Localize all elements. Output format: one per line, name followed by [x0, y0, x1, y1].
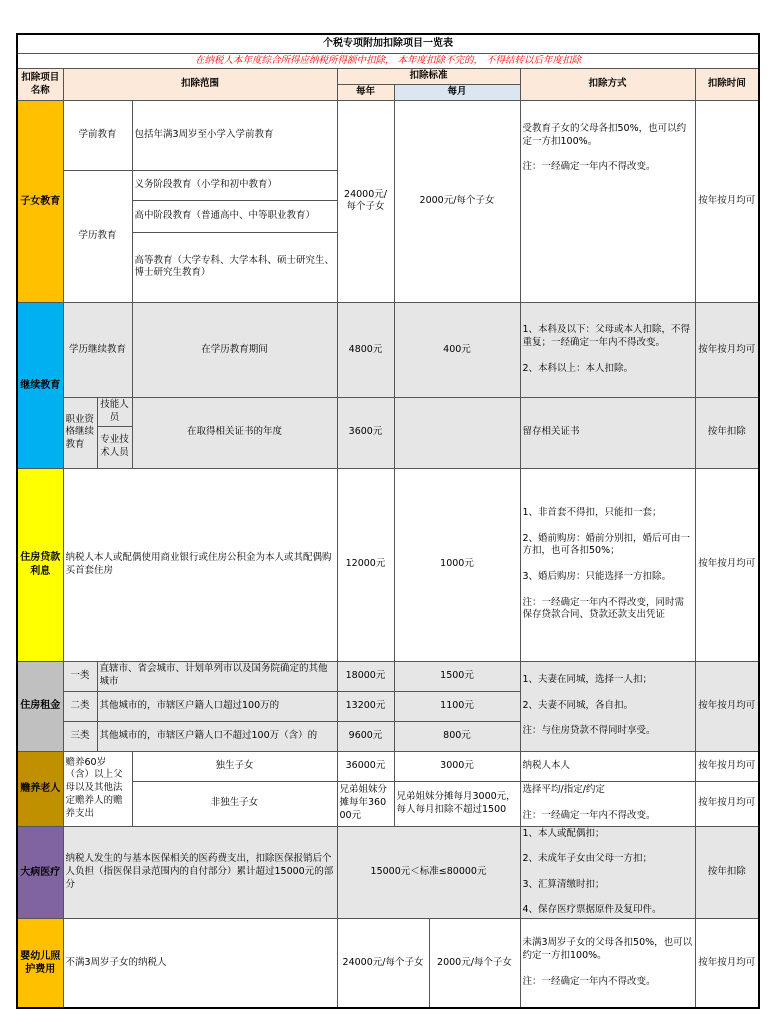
- rent-tier1-scope: 直辖市、省会城市、计划单列市以及国务院确定的其他城市: [97, 661, 337, 691]
- cont-edu-vocational-time: 按年扣除: [695, 397, 759, 468]
- rent-tier1-year: 18000元: [337, 661, 394, 691]
- header-item-name: 扣除项目名称: [17, 69, 63, 101]
- deduction-table: [16, 33, 760, 1009]
- cont-edu-academic-method: 1、本科及以下：父母或本人扣除，不得重复；一经确定一年内不得改变。 2、本科以上：本人扣除。: [520, 302, 695, 397]
- category-continuing-education: 继续教育: [17, 302, 63, 468]
- header-scope: 扣除范围: [63, 69, 337, 101]
- header-per-year: 每年: [337, 85, 394, 101]
- elderly-non-month: 兄弟姐妹分摊每月3000元，每人每月扣除不超过1500: [394, 781, 520, 826]
- child-edu-preschool-scope: 包括年满3周岁至小学入学前教育: [132, 100, 337, 170]
- header-time: 扣除时间: [695, 69, 759, 101]
- child-edu-high-school: 高中阶段教育（普通高中、中等职业教育）: [132, 200, 337, 232]
- table-subtitle: 在纳税人本年度综合所得应纳税所得额中扣除， 本年度扣除不完的， 不得结转以后年度扣除: [17, 53, 759, 69]
- elderly-only-time: 按年按月均可: [695, 751, 759, 781]
- infant-scope: 不满3周岁子女的纳税人: [63, 919, 337, 1008]
- category-child-education: 子女教育: [17, 100, 63, 302]
- medical-standard: 15000元＜标准≤80000元: [337, 826, 520, 919]
- rent-tier2-year: 13200元: [337, 691, 394, 721]
- header-standard: 扣除标准: [337, 69, 520, 85]
- cont-edu-academic-time: 按年按月均可: [695, 302, 759, 397]
- cont-edu-skill: 技能人员: [97, 397, 132, 426]
- rent-tier3-year: 9600元: [337, 721, 394, 751]
- cont-edu-academic-scope: 在学历教育期间: [132, 302, 337, 397]
- rent-method: 1、夫妻在同城，选择一人扣； 2、夫妻不同城，各自扣。 注：与住房贷款不得同时享受。: [520, 661, 695, 751]
- rent-tier1-month: 1500元: [394, 661, 520, 691]
- rent-tier3-scope: 其他城市的，市辖区户籍人口不超过100万（含）的: [97, 721, 337, 751]
- rent-tier2-month: 1100元: [394, 691, 520, 721]
- infant-per-year: 24000元/每个子女: [337, 919, 429, 1008]
- cont-edu-academic-year: 4800元: [337, 302, 394, 397]
- infant-method: 未满3周岁子女的父母各扣50%，也可以约定一方扣100%。 注：一经确定一年内不得改变。: [520, 919, 695, 1008]
- cont-edu-academic: 学历继续教育: [63, 302, 132, 397]
- category-medical: 大病医疗: [17, 826, 63, 919]
- child-edu-time: 按年按月均可: [695, 100, 759, 302]
- header-method: 扣除方式: [520, 69, 695, 101]
- rent-tier3-month: 800元: [394, 721, 520, 751]
- cont-edu-vocational-scope: 在取得相关证书的年度: [132, 397, 337, 468]
- rent-tier2-scope: 其他城市的，市辖区户籍人口超过100万的: [97, 691, 337, 721]
- housing-loan-per-month: 1000元: [394, 468, 520, 661]
- child-edu-academic: 学历教育: [63, 170, 132, 302]
- rent-tier2: 二类: [63, 691, 97, 721]
- child-edu-preschool: 学前教育: [63, 100, 132, 170]
- header-per-month: 每月: [394, 85, 520, 101]
- infant-per-month: 2000元/每个子女: [429, 919, 520, 1008]
- housing-loan-method: 1、非首套不得扣，只能扣一套； 2、婚前购房：婚前分别扣，婚后可由一方扣，也可各扣50%； 3、婚后购房：只能选择一方扣除。 注：一经确定一年内不得改变，同时需保存贷款合同、贷款还款支出凭证: [520, 468, 695, 661]
- elderly-only-method: 纳税人本人: [520, 751, 695, 781]
- category-elderly: 赡养老人: [17, 751, 63, 826]
- medical-scope: 纳税人发生的与基本医保相关的医药费支出，扣除医保报销后个人负担（指医保目录范围内的自付部分）累计超过15000元的部分: [63, 826, 337, 919]
- cont-edu-vocational-method: 留存相关证书: [520, 397, 695, 468]
- child-edu-per-year: 24000元/每个子女: [337, 100, 394, 302]
- cont-edu-vocational-month: [394, 397, 520, 468]
- rent-time: 按年按月均可: [695, 661, 759, 751]
- category-rent: 住房租金: [17, 661, 63, 751]
- cont-edu-academic-month: 400元: [394, 302, 520, 397]
- elderly-only-year: 36000元: [337, 751, 394, 781]
- housing-loan-scope: 纳税人本人或配偶使用商业银行或住房公积金为本人或其配偶购买首套住房: [63, 468, 337, 661]
- child-edu-higher: 高等教育（大学专科、大学本科、硕士研究生、博士研究生教育）: [132, 232, 337, 302]
- elderly-only-month: 3000元: [394, 751, 520, 781]
- housing-loan-per-year: 12000元: [337, 468, 394, 661]
- infant-time: 按年按月均可: [695, 919, 759, 1008]
- cont-edu-vocational-year: 3600元: [337, 397, 394, 468]
- elderly-non-method: 选择平均/指定/约定 注：一经确定一年内不得改变。: [520, 781, 695, 826]
- rent-tier1: 一类: [63, 661, 97, 691]
- housing-loan-time: 按年按月均可: [695, 468, 759, 661]
- child-edu-per-month: 2000元/每个子女: [394, 100, 520, 302]
- elderly-non-only-child: 非独生子女: [132, 781, 337, 826]
- child-edu-method: 受教育子女的父母各扣50%，也可以约定一方扣100%。 注：一经确定一年内不得改变。: [520, 100, 695, 302]
- category-housing-loan: 住房贷款利息: [17, 468, 63, 661]
- cont-edu-vocational: 职业资格继续教育: [63, 397, 97, 468]
- cont-edu-professional: 专业技术人员: [97, 426, 132, 468]
- elderly-non-year: 兄弟姐妹分摊每年36000元: [337, 781, 394, 826]
- elderly-non-time: 按年按月均可: [695, 781, 759, 826]
- rent-tier3: 三类: [63, 721, 97, 751]
- elderly-only-child: 独生子女: [132, 751, 337, 781]
- child-edu-compulsory: 义务阶段教育（小学和初中教育）: [132, 170, 337, 200]
- category-infant-care: 婴幼儿照护费用: [17, 919, 63, 1008]
- elderly-scope: 赡养60岁（含）以上父母以及其他法定赡养人的赡养支出: [63, 751, 132, 826]
- table-title: 个税专项附加扣除项目一览表: [17, 34, 759, 53]
- medical-time: 按年扣除: [695, 826, 759, 919]
- medical-method: 1、本人或配偶扣； 2、未成年子女由父母一方扣； 3、汇算清缴时扣； 4、保存医疗票据原件及复印件。: [520, 826, 695, 919]
